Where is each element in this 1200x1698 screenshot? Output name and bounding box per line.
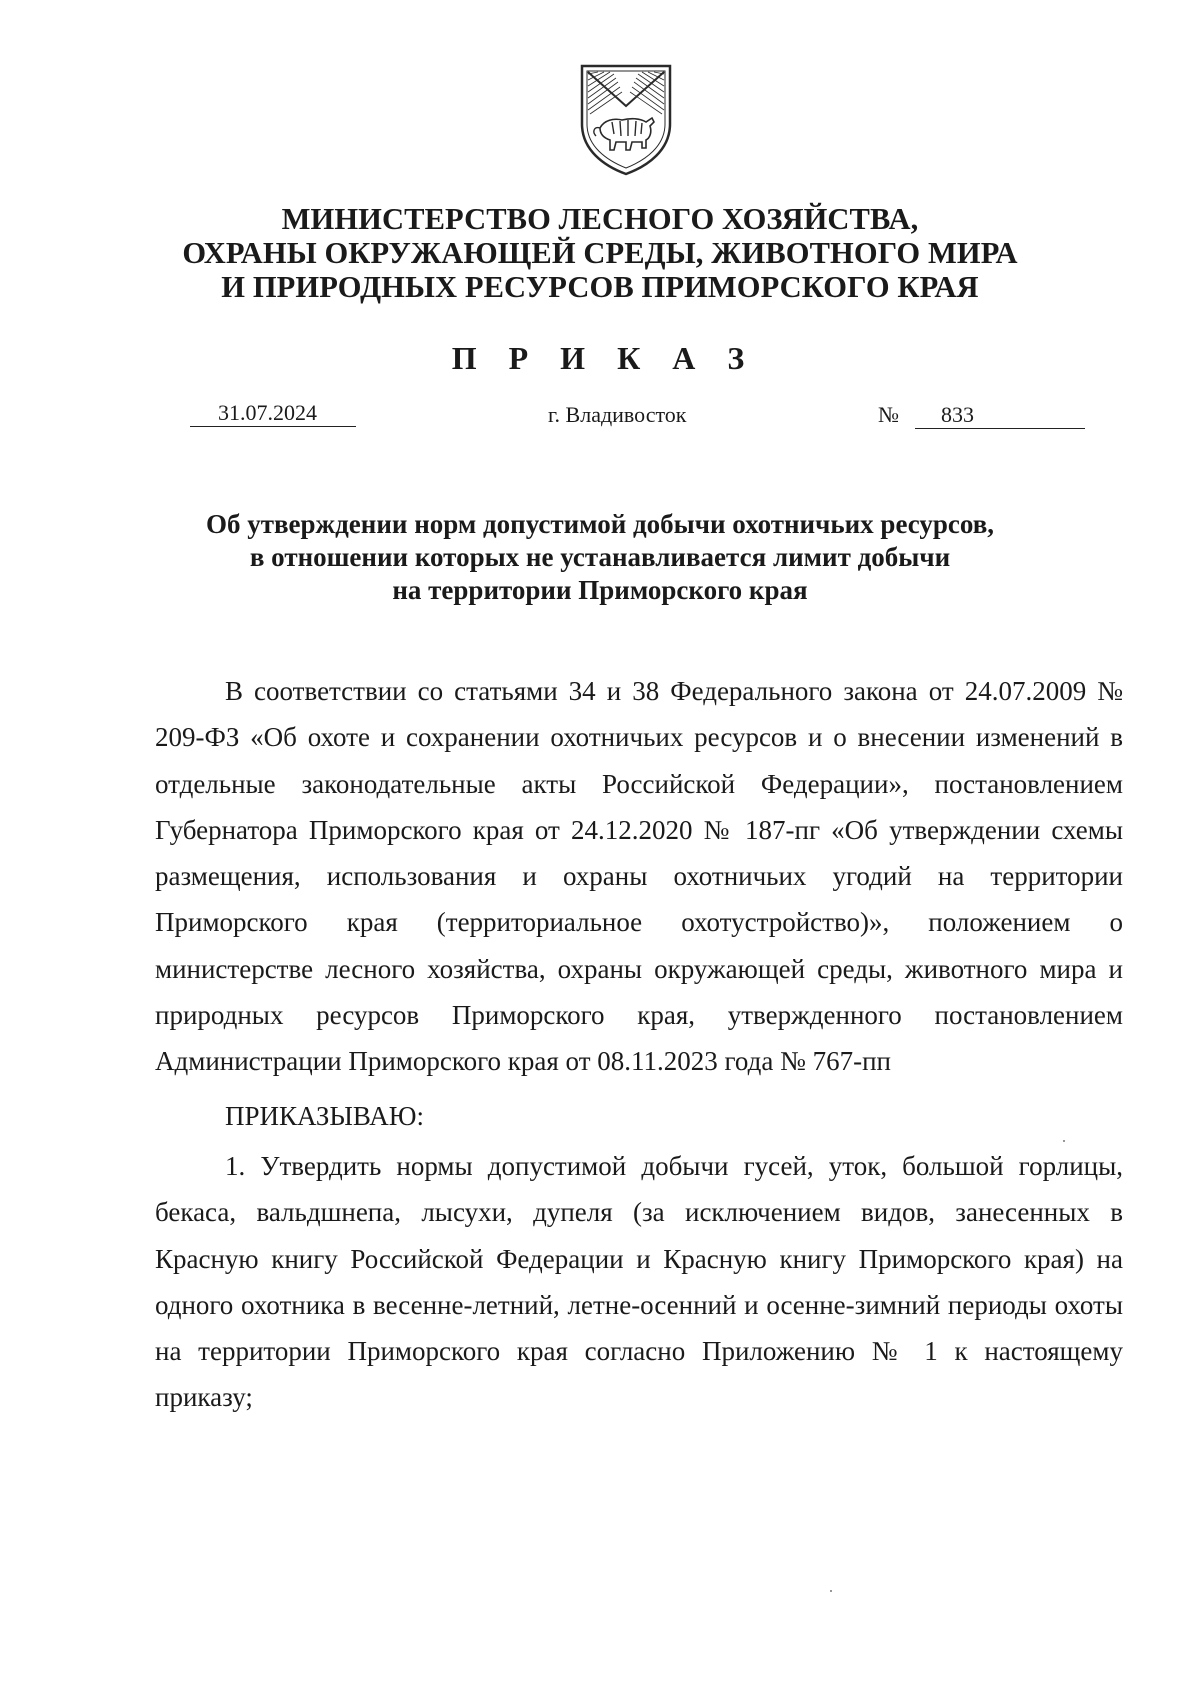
order-meta-row bbox=[0, 400, 1200, 440]
ministry-name bbox=[150, 202, 1050, 304]
subject-line-1: Об утверждении норм допустимой добычи охотничьих ресурсов, bbox=[205, 509, 995, 539]
coat-of-arms-icon bbox=[578, 62, 674, 178]
order-city: г. Владивосток bbox=[548, 402, 687, 427]
order-date: 31.07.2024 bbox=[190, 400, 356, 427]
document-type-title: П Р И К А З bbox=[451, 340, 757, 376]
ministry-line-1: МИНИСТЕРСТВО ЛЕСНОГО ХОЗЯЙСТВА, bbox=[281, 202, 919, 236]
order-subject bbox=[150, 508, 1050, 607]
order-word: ПРИКАЗЫВАЮ: bbox=[225, 1100, 424, 1131]
scan-speck bbox=[1063, 1140, 1065, 1142]
subject-line-2: в отношении которых не устанавливается лимит добычи bbox=[249, 542, 951, 572]
scan-speck bbox=[830, 1590, 832, 1592]
subject-line-3: на территории Приморского края bbox=[392, 575, 808, 605]
preamble-paragraph: В соответствии со статьями 34 и 38 Федерального закона от 24.07.2009 № 209-ФЗ «Об охоте и сохранении охотничьих ресурсов и о внесении изменений в отдельные законодательные акты Российской Федерации», постановлением Губернатора Приморского края от 24.12.2020 № 187-пг «Об утверждении схемы размещения, использования и охраны охотничьих угодий на территории Приморского края (территориальное охотустройство)», положением о министерстве лесного хозяйства, охраны окружающей среды, животного мира и природных ресурсов Приморского края, утвержденного постановлением Администрации Приморского края от 08.11.2023 года № 767-пп bbox=[155, 676, 1123, 1077]
number-sign: № bbox=[878, 402, 899, 427]
document-body bbox=[155, 668, 1123, 1421]
item-1-paragraph: 1. Утвердить нормы допустимой добычи гусей, уток, большой горлицы, бекаса, вальдшнепа, лысухи, дупеля (за исключением видов, занесенных в Красную книгу Российской Федерации и Красную книгу Приморского края) на одного охотника в весенне-летний, летне-осенний и осенне-зимний периоды охоты на территории Приморского края согласно Приложению № 1 к настоящему приказу; bbox=[155, 1150, 1123, 1413]
ministry-line-3: И ПРИРОДНЫХ РЕСУРСОВ ПРИМОРСКОГО КРАЯ bbox=[221, 270, 979, 304]
order-number: 833 bbox=[915, 402, 1085, 429]
ministry-line-2: ОХРАНЫ ОКРУЖАЮЩЕЙ СРЕДЫ, ЖИВОТНОГО МИРА bbox=[182, 236, 1018, 270]
